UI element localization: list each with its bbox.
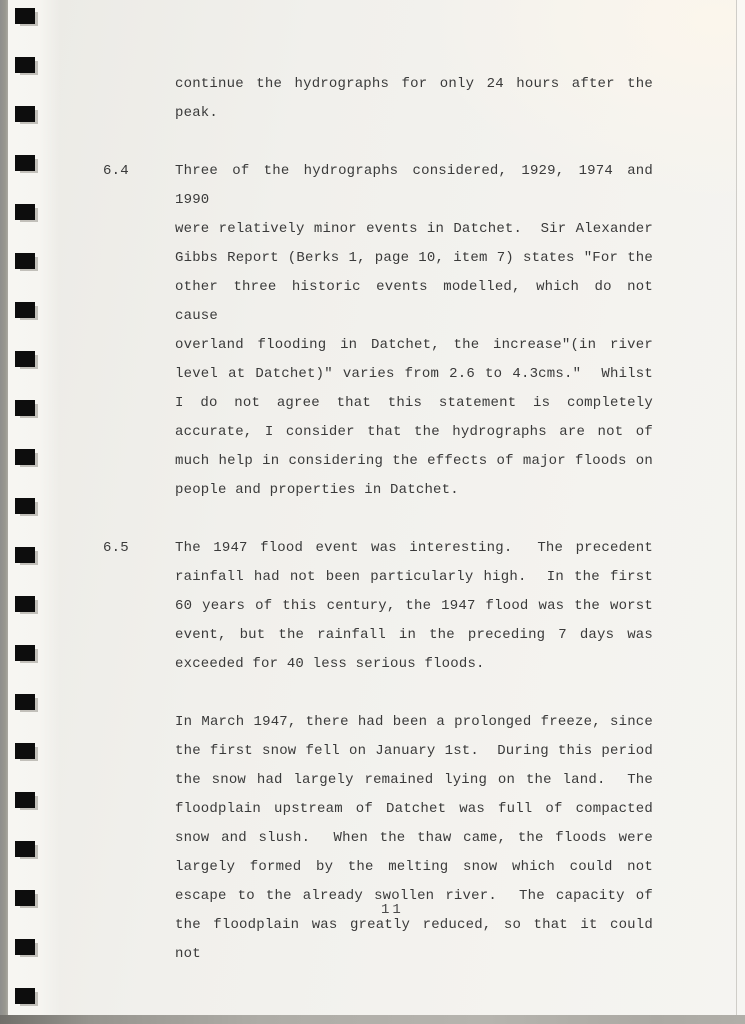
binding-hole bbox=[15, 57, 35, 73]
binding-hole bbox=[15, 841, 35, 857]
scan-bottom-edge bbox=[0, 1015, 745, 1024]
paragraph-lines bbox=[175, 70, 653, 128]
text-line: floodplain upstream of Datchet was full of compacted bbox=[175, 801, 653, 817]
binding-hole bbox=[15, 8, 35, 24]
text-line: Three of the hydrographs considered, 1929, 1974 and 1990 bbox=[175, 163, 662, 208]
section-number bbox=[103, 70, 175, 128]
text-line: 60 years of this century, the 1947 flood was the worst bbox=[175, 598, 653, 614]
binding-hole bbox=[15, 253, 35, 269]
binding-hole bbox=[15, 106, 35, 122]
text-line: were relatively minor events in Datchet. Sir Alexander bbox=[175, 221, 653, 237]
section-number: 6.5 bbox=[103, 540, 129, 556]
paragraph bbox=[103, 157, 662, 505]
binding-hole bbox=[15, 939, 35, 955]
text-line: peak. bbox=[175, 105, 219, 121]
text-line: The 1947 flood event was interesting. The precedent bbox=[175, 540, 653, 556]
text-line: the snow had largely remained lying on the land. The bbox=[175, 772, 653, 788]
paragraph bbox=[103, 708, 662, 969]
page-right-edge bbox=[736, 0, 745, 1024]
text-line: much help in considering the effects of major floods on bbox=[175, 453, 653, 469]
paragraph bbox=[103, 70, 655, 128]
text-line: I do not agree that this statement is completely bbox=[175, 395, 653, 411]
text-line: largely formed by the melting snow which could not bbox=[175, 859, 653, 875]
text-line: accurate, I consider that the hydrographs are not of bbox=[175, 424, 653, 440]
binding-hole bbox=[15, 400, 35, 416]
binding-hole bbox=[15, 498, 35, 514]
text-line: people and properties in Datchet. bbox=[175, 482, 459, 498]
binding-strip bbox=[8, 0, 60, 1024]
text-line: overland flooding in Datchet, the increase"(in river bbox=[175, 337, 653, 353]
paragraph-lines bbox=[175, 157, 662, 505]
binding-hole bbox=[15, 547, 35, 563]
section-number bbox=[103, 708, 175, 969]
binding-hole bbox=[15, 645, 35, 661]
binding-hole bbox=[15, 449, 35, 465]
text-line: Gibbs Report (Berks 1, page 10, item 7) states "For the bbox=[175, 250, 653, 266]
binding-hole bbox=[15, 694, 35, 710]
text-line: the floodplain was greatly reduced, so that it could not bbox=[175, 917, 662, 962]
text-line: level at Datchet)" varies from 2.6 to 4.3cms." Whilst bbox=[175, 366, 653, 382]
text-line: snow and slush. When the thaw came, the floods were bbox=[175, 830, 653, 846]
binding-hole bbox=[15, 155, 35, 171]
text-line: event, but the rainfall in the preceding 7 days was bbox=[175, 627, 653, 643]
page-number: 11 bbox=[381, 902, 404, 918]
text-line: continue the hydrographs for only 24 hours after the bbox=[175, 76, 653, 92]
binding-hole bbox=[15, 351, 35, 367]
paragraph-lines bbox=[175, 534, 653, 679]
text-line: rainfall had not been particularly high. In the first bbox=[175, 569, 653, 585]
binding-hole bbox=[15, 743, 35, 759]
text-line: In March 1947, there had been a prolonged freeze, since bbox=[175, 714, 653, 730]
text-line: escape to the already swollen river. The capacity of bbox=[175, 888, 653, 904]
binding-hole bbox=[15, 204, 35, 220]
binding-hole bbox=[15, 890, 35, 906]
paragraph-lines bbox=[175, 708, 662, 969]
section-number: 6.4 bbox=[103, 163, 129, 179]
text-line: other three historic events modelled, which do not cause bbox=[175, 279, 662, 324]
binding-hole bbox=[15, 792, 35, 808]
text-line: the first snow fell on January 1st. During this period bbox=[175, 743, 653, 759]
paragraph bbox=[103, 534, 655, 679]
text-line: exceeded for 40 less serious floods. bbox=[175, 656, 485, 672]
binding-hole bbox=[15, 302, 35, 318]
document-body bbox=[103, 70, 662, 998]
binding-hole bbox=[15, 596, 35, 612]
binding-hole bbox=[15, 988, 35, 1004]
